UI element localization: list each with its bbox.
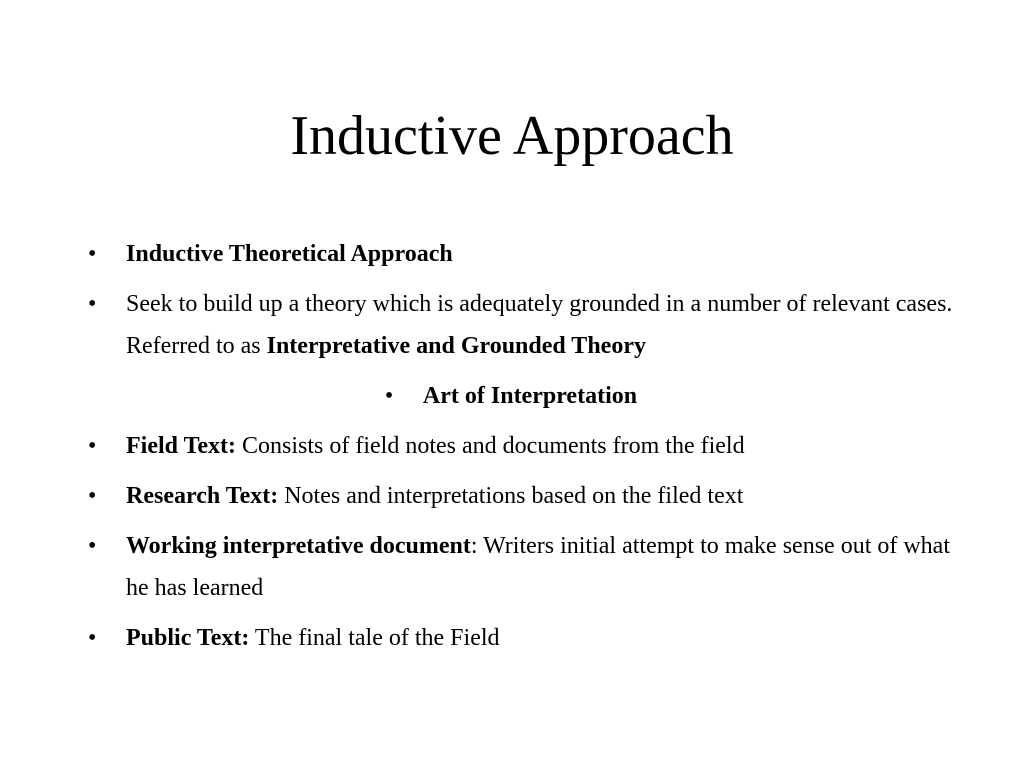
bullet-field-text <box>88 425 968 467</box>
bullet-research-text <box>88 475 968 517</box>
bullet-bold-text: Interpretative and Grounded Theory <box>266 333 646 359</box>
slide-title: Inductive Approach <box>290 105 734 167</box>
bullet-dot: • <box>88 533 97 559</box>
bullet-inductive-theoretical-approach <box>88 233 968 275</box>
bullet-bold-text: Inductive Theoretical Approach <box>126 241 453 267</box>
bullet-dot: • <box>384 383 394 409</box>
bullet-working-interpretative-document <box>88 525 968 609</box>
bullet-dot: • <box>88 291 97 317</box>
bullet-text: Notes and interpretations based on the filed text <box>278 483 744 509</box>
bullet-text: : Writers initial attempt to make sense out of what he has learned <box>126 533 951 601</box>
bullet-text: The final tale of the Field <box>249 625 500 651</box>
bullet-seek-to-build <box>88 283 968 367</box>
bullet-art-of-interpretation <box>88 375 934 417</box>
bullet-bold-text: Working interpretative document <box>126 533 471 559</box>
bullet-bold-text: Research Text: <box>126 483 279 509</box>
bullet-dot: • <box>88 433 97 459</box>
bullet-bold-text: Art of Interpretation <box>422 383 638 409</box>
bullet-dot: • <box>88 241 97 267</box>
bullet-bold-text: Public Text: <box>126 625 250 651</box>
bullet-dot: • <box>88 625 97 651</box>
bullet-text: Seek to build up a theory which is adequately grounded in a number of relevant cases. Referred to as <box>126 291 953 359</box>
bullet-text: Consists of field notes and documents from the field <box>236 433 745 459</box>
bullet-public-text <box>88 617 968 659</box>
bullet-dot: • <box>88 483 97 509</box>
bullet-list <box>88 233 968 667</box>
bullet-bold-text: Field Text: <box>126 433 237 459</box>
